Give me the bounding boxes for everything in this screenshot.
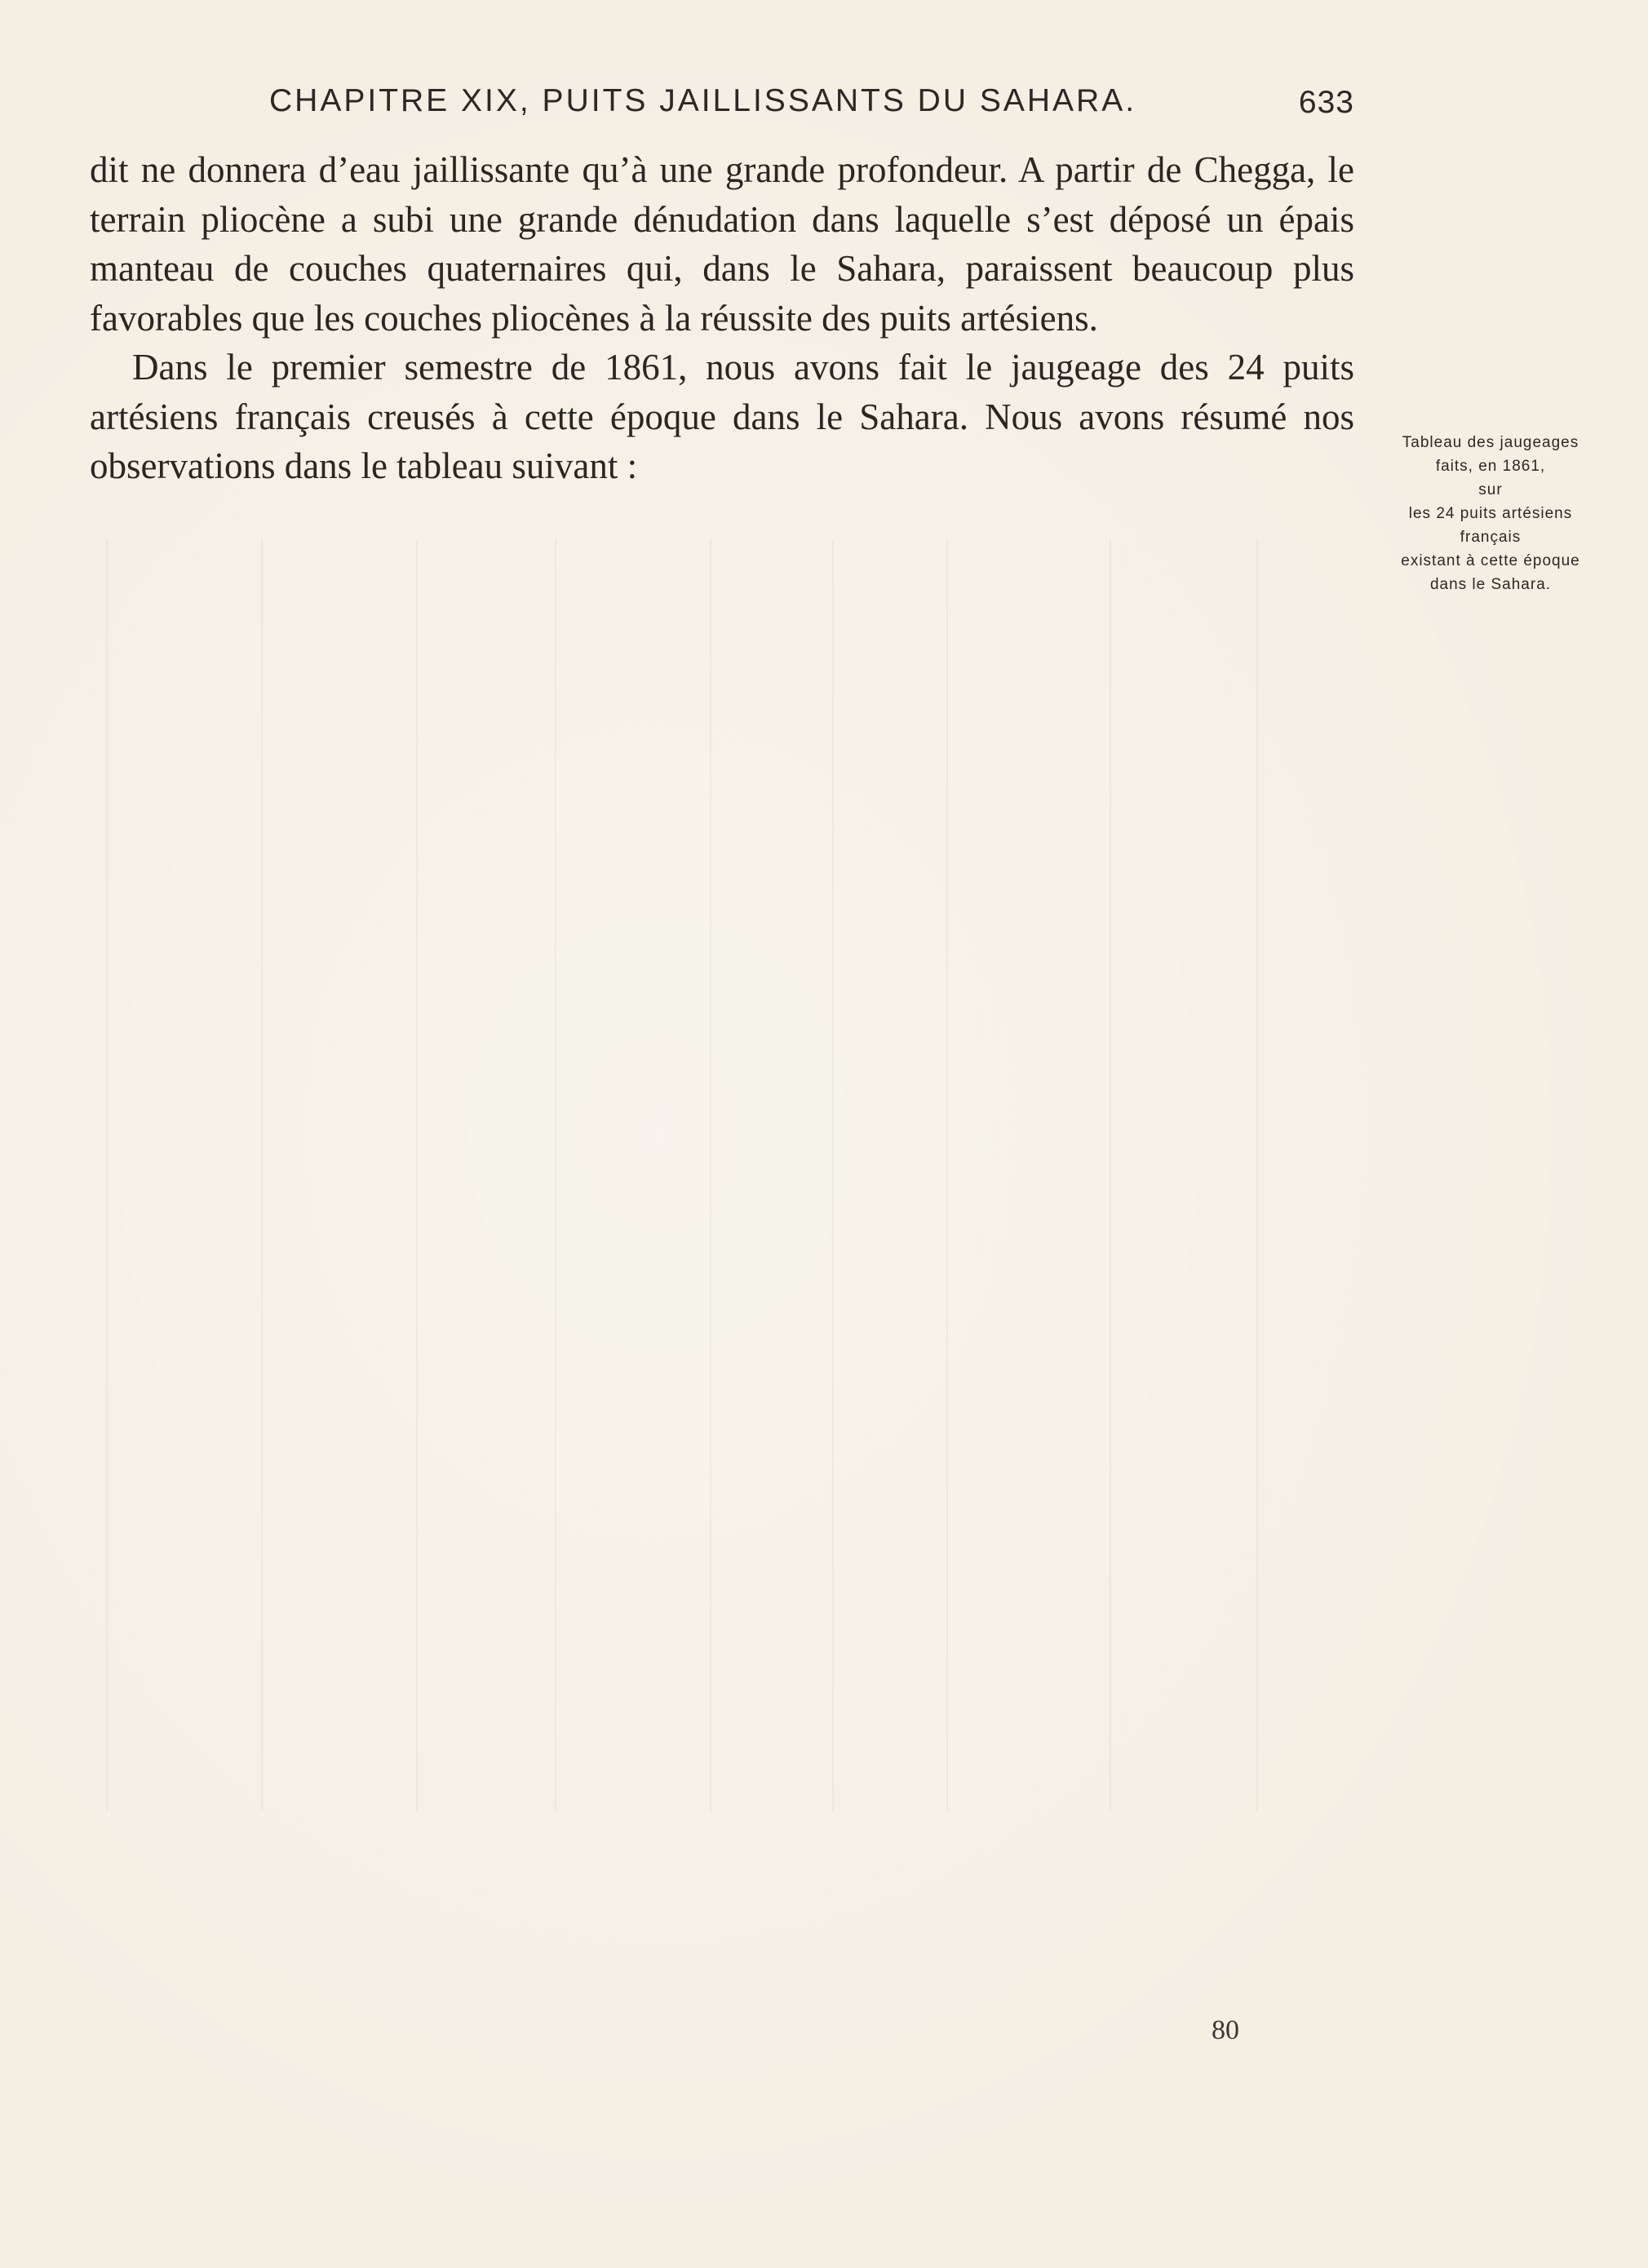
margin-note-line: français	[1460, 529, 1522, 546]
paragraph: Dans le premier semestre de 1861, nous avons fait le jaugeage des 24 puits artésiens français creusés à cette époque dans le Sahara. Nous avons résumé nos observations dans le tableau suivant :	[90, 347, 1354, 486]
body-text	[90, 145, 1354, 491]
margin-note-line: sur	[1478, 481, 1503, 498]
show-through-table	[33, 538, 1338, 1811]
margin-note-line: les 24 puits artésiens	[1408, 505, 1573, 522]
paragraph: dit ne donnera d’eau jaillissante qu’à une grande profondeur. A partir de Chegga, le terrain pliocène a subi une grande dénudation dans laquelle s’est déposé un épais manteau de couches quaternaires qui, dans le Sahara, paraissent beaucoup plus favorables que les couches pliocènes à la réussite des puits artésiens.	[90, 149, 1354, 339]
chapter-title: CHAPITRE XIX, PUITS JAILLISSANTS DU SAHARA.	[269, 83, 1137, 118]
running-head	[98, 75, 1354, 124]
page-number: 633	[1298, 85, 1354, 120]
margin-note	[1380, 431, 1601, 596]
margin-note-line: dans le Sahara.	[1429, 576, 1552, 593]
margin-note-line: existant à cette époque	[1401, 552, 1580, 569]
margin-note-line: faits, en 1861,	[1435, 458, 1546, 475]
signature-mark: 80	[1212, 2015, 1239, 2045]
margin-note-line: Tableau des jaugeages	[1402, 434, 1579, 451]
